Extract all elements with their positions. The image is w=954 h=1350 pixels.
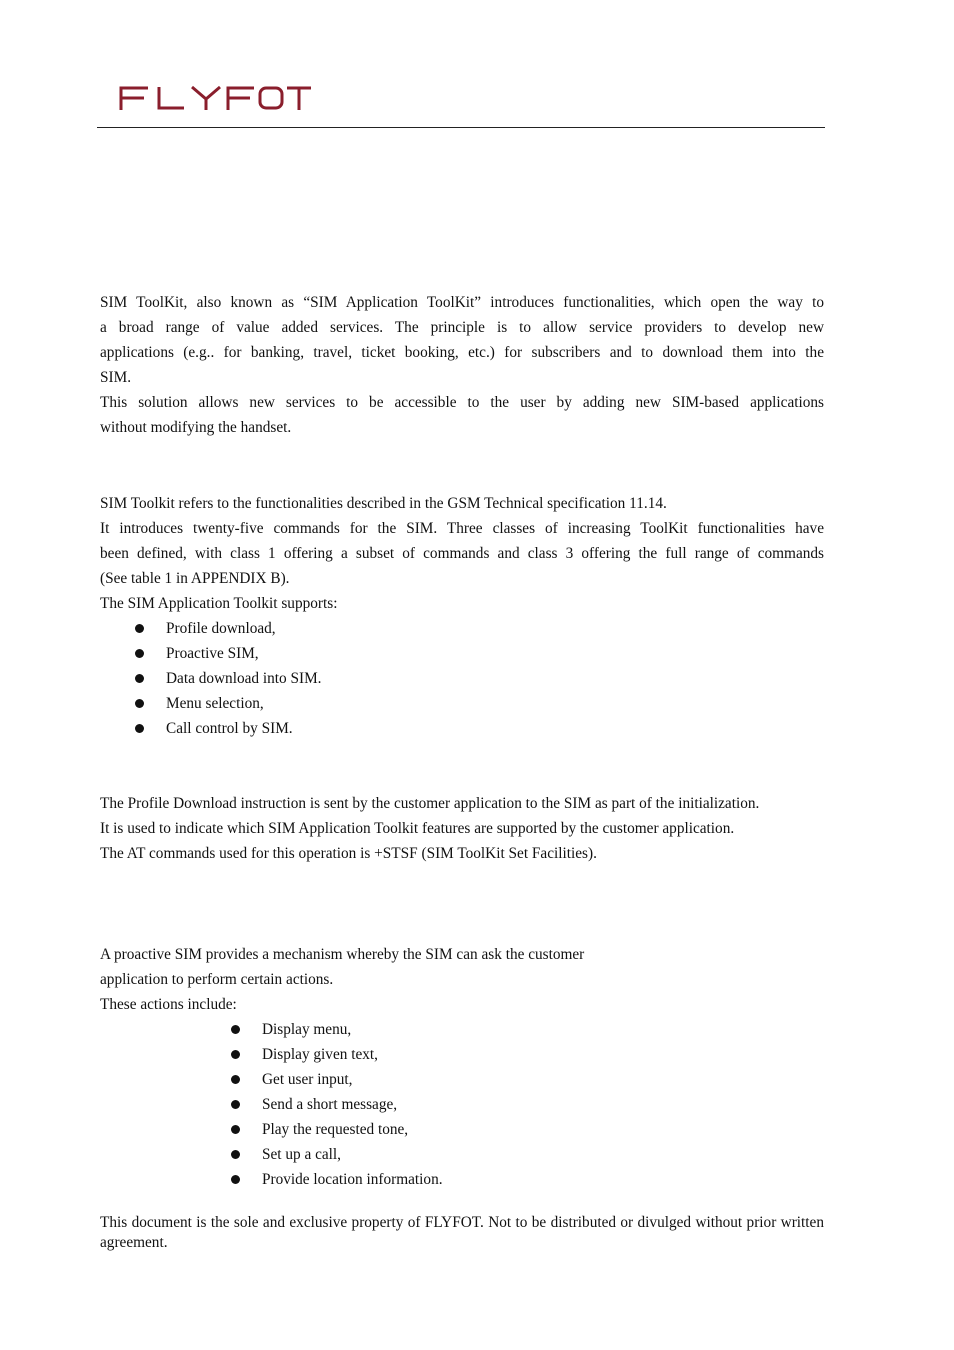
intro-line-1: SIM ToolKit, also known as “SIM Application ToolKit” introduces functionalities, which open the way to [100, 294, 824, 311]
bullet-icon [231, 1050, 240, 1059]
profile-download-line-3: The AT commands used for this operation is +STSF (SIM ToolKit Set Facilities). [100, 845, 597, 862]
commands-line-3: (See table 1 in APPENDIX B). [100, 570, 290, 587]
header-divider [97, 127, 825, 128]
bullet-icon [135, 674, 144, 683]
bullet-icon [231, 1150, 240, 1159]
bullet-icon [231, 1025, 240, 1034]
commands-line-1: It introduces twenty-five commands for the SIM. Three classes of increasing ToolKit functionalities have [100, 520, 824, 537]
bullet-icon [231, 1075, 240, 1084]
supports-intro: The SIM Application Toolkit supports: [100, 595, 338, 612]
bullet-icon [135, 699, 144, 708]
profile-download-line-1: The Profile Download instruction is sent by the customer application to the SIM as part of the initialization. [100, 795, 760, 812]
profile-download-line-2: It is used to indicate which SIM Application Toolkit features are supported by the customer application. [100, 820, 735, 837]
bullet-icon [231, 1175, 240, 1184]
proactive-line-1: A proactive SIM provides a mechanism whereby the SIM can ask the customer [100, 946, 585, 963]
intro-line-3: applications (e.g.. for banking, travel, ticket booking, etc.) for subscribers and to download them into the [100, 344, 824, 361]
proactive-line-2: application to perform certain actions. [100, 971, 334, 988]
confidentiality-notice: This document is the sole and exclusive property of FLYFOT. Not to be distributed or divulged without prior written agreement. [100, 1214, 824, 1251]
flyfot-logo [118, 82, 314, 114]
proactive-line-3: These actions include: [100, 996, 237, 1013]
solution-line-1: This solution allows new services to be accessible to the user by adding new SIM-based applications [100, 394, 824, 411]
bullet-icon [135, 624, 144, 633]
intro-line-2: a broad range of value added services. The principle is to allow service providers to develop new [100, 319, 824, 336]
bullet-icon [135, 724, 144, 733]
bullet-icon [231, 1100, 240, 1109]
spec-reference: SIM Toolkit refers to the functionalities described in the GSM Technical specification 11.14. [100, 495, 667, 512]
intro-line-4: SIM. [100, 369, 132, 386]
commands-line-2: been defined, with class 1 offering a subset of commands and class 3 offering the full range of commands [100, 545, 824, 562]
solution-line-2: without modifying the handset. [100, 419, 292, 436]
bullet-icon [231, 1125, 240, 1134]
bullet-icon [135, 649, 144, 658]
